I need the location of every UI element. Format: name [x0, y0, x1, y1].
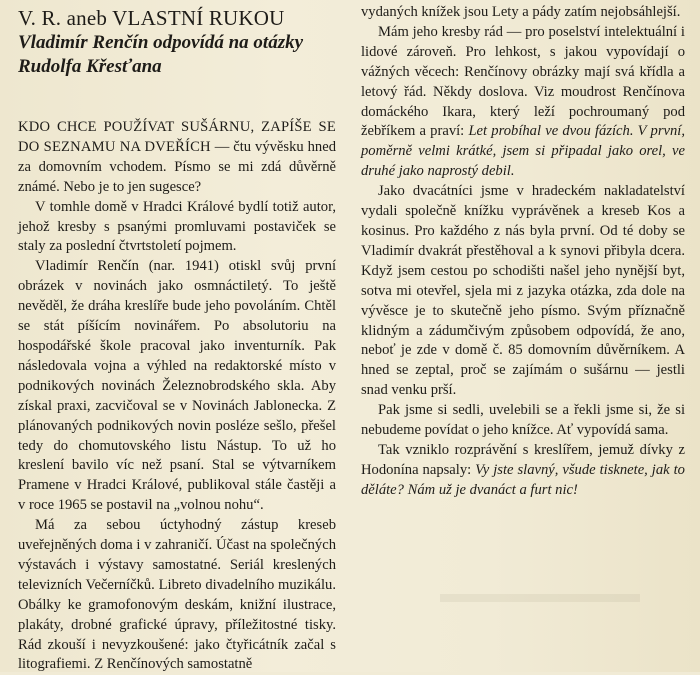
paragraph-9-text: Tak vzniklo rozprávění s kreslířem, jemuž dívky z Hodonína napsaly:: [361, 441, 685, 478]
article-title: V. R. aneb VLASTNÍ RUKOU: [18, 6, 285, 30]
article-subtitle: Vladimír Renčín odpovídá na otázky Rudolfa Křesťana: [18, 32, 304, 77]
paragraph-2: V tomhle domě v Hradci Králové bydlí totiž autor, jehož kresby s psanými promluvami postaviček se staly za poslední čtvrtstoletí pojmem.: [18, 198, 336, 255]
paragraph-8: Pak jsme si sedli, uvelebili se a řekli jsme si, že si nebudeme povídat o jeho knížce. Ať vypovídá sama.: [361, 402, 685, 439]
paragraph-4: Má za sebou úctyhodný zástup kreseb uveřejněných doma i v zahraničí. Účast na společných výstavách i výstavy samostatné. Seriál kreslených televizních Večerníčků. Libreto divadelního muzikálu. Obálky ke gramofonovým deskám, knižní ilustrace, plakáty, drobné grafické úpravy, příležitostné tisky. Rád zkouší i nevyzkoušené: jako čtyřicátník začal s litografiemi. Z Renčínových samostatně: [18, 517, 336, 673]
left-column: [18, 118, 336, 675]
right-column: [361, 3, 685, 501]
paragraph-1: [18, 118, 336, 198]
opening-rest: — čtu vývěsku hned za domovním vchodem. Písmo se mi zdá důvěrně známé. Nebo je to jen sugesce?: [18, 138, 336, 195]
bleed-through-mark: [440, 594, 640, 602]
paragraph-6-text: Mám jeho kresby rád — pro poselství intelektuální i lidové zároveň. Pro lehkost, s jakou vypovídají o vážných věcech: Renčínovy obrázky mají svá křídla a letový řád. Někdy doslova. Viz moudrost Renčínova domáckého Ikara, který leží pochroumaný pod žebříkem a praví:: [361, 23, 685, 140]
opening-caps: KDO CHCE POUŽÍVAT SUŠÁRNU, ZAPÍŠE SE DO SEZNAMU NA DVEŘÍCH: [18, 119, 336, 155]
girls-quote: Vy jste slavný, všude tisknete, jak to děláte? Nám už je dvanáct a furt nic!: [361, 461, 685, 498]
paragraph-9: [361, 441, 685, 501]
paragraph-7: Jako dvacátníci jsme v hradeckém nakladatelství vydali společně knížku vyprávěnek a kreseb Kos a kosinus. Pro každého z nás byla první. Od té doby se Vladimír dvakrát přestěhoval a k synovi přibyla dcera. Když jsem cestou po schodišti našel jeho nynější byt, sotva mi otevřel, sjela mi z jazyka otázka, zda dole na vývěsce je to skutečně jeho písmo. Svým příznačně klidným a zádumčivým způsobem odpovídá, že ano, neboť je zde v domě č. 85 domovním důvěrníkem. A hned se zeptal, proč se zajímám o sušárnu — jestli snad venku prší.: [361, 183, 685, 399]
paragraph-6: [361, 23, 685, 182]
paragraph-5: vydaných knížek jsou Lety a pády zatím nejobsáhlejší.: [361, 4, 681, 20]
icarus-quote: Let probíhal ve dvou fázích. V první, poměrně velmi krátké, jsem si připadal jako orel, ve druhé jako naprostý debil.: [361, 123, 685, 180]
paragraph-3: Vladimír Renčín (nar. 1941) otiskl svůj první obrázek v novinách jako osmnáctiletý. To ještě nevěděl, že dráha kreslíře bude jeho povoláním. Chtěl se stát píšícím novinářem. Po absolutoriu na hospodářské škole pracoval jako inventurník. Pak následovala vojna a výhled na redaktorské místo v podnikových novinách Železnobrodského skla. Aby získal praxi, zacvičoval se v Novinách Jablonecka. Z plánovaných podnikových novin posléze sešlo, přešel tedy do chomutovského listu Nástup. To už ho kreslení bavilo víc než psaní. Stal se výtvarníkem Pramene v Hradci Králové, publikoval stále častěji a v roce 1965 se postavil na „volnou nohu“.: [18, 258, 336, 514]
